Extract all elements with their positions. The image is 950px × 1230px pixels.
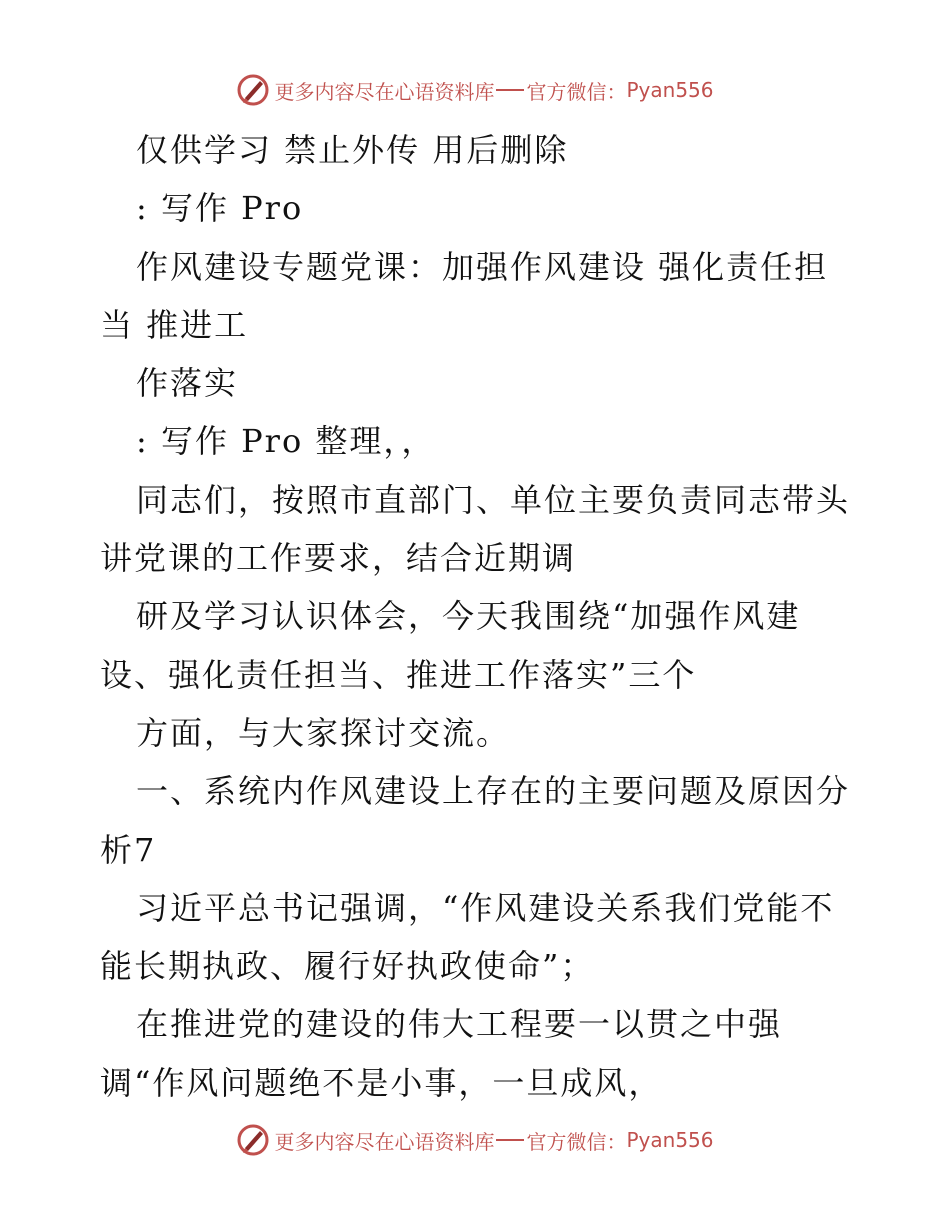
text-line: 同志们，按照市直部门、单位主要负责同志带头 (136, 480, 851, 519)
watermark-main-text: 更多内容尽在心语资料库 (274, 79, 495, 104)
watermark-footer (0, 1120, 950, 1160)
text-line: 习近平总书记强调，“作风建设关系我们党能不 (136, 888, 835, 927)
text-line: 析7 (100, 830, 157, 869)
watermark-dash (496, 89, 524, 91)
watermark-main-text: 更多内容尽在心语资料库 (274, 1129, 495, 1154)
document-body (100, 121, 860, 1112)
text-line: 当 推进工 (100, 305, 249, 344)
text-line: 作风建设专题党课：加强作风建设 强化责任担 (136, 247, 829, 286)
text-line: 作落实 (136, 364, 239, 403)
watermark-handle: Pyan556 (626, 78, 714, 102)
watermark-sub-text: 官方微信： (526, 1129, 627, 1154)
text-line: 能长期执政、履行好执政使命”； (100, 947, 595, 986)
logo-icon (236, 73, 270, 107)
text-line: : 写作 Pro (136, 189, 304, 228)
text-line: 调“作风问题绝不是小事，一旦成风， (100, 1063, 663, 1102)
watermark-handle: Pyan556 (626, 1128, 714, 1152)
text-line: 在推进党的建设的伟大工程要一以贯之中强 (136, 1005, 783, 1044)
text-line: 一、系统内作风建设上存在的主要问题及原因分 (136, 772, 851, 811)
text-line: 仅供学习 禁止外传 用后删除 (136, 131, 569, 169)
text-line: 研及学习认识体会，今天我围绕“加强作风建 (136, 597, 801, 636)
watermark-dash (496, 1139, 524, 1141)
text-line: : 写作 Pro 整理，， (136, 422, 436, 461)
text-line: 设、强化责任担当、推进工作落实”三个 (100, 655, 697, 694)
text-line: 方面，与大家探讨交流。 (136, 713, 511, 752)
watermark-sub-text: 官方微信： (526, 79, 627, 104)
text-line: 讲党课的工作要求，结合近期调 (100, 539, 577, 578)
logo-icon (236, 1123, 270, 1157)
watermark-header (0, 70, 950, 110)
